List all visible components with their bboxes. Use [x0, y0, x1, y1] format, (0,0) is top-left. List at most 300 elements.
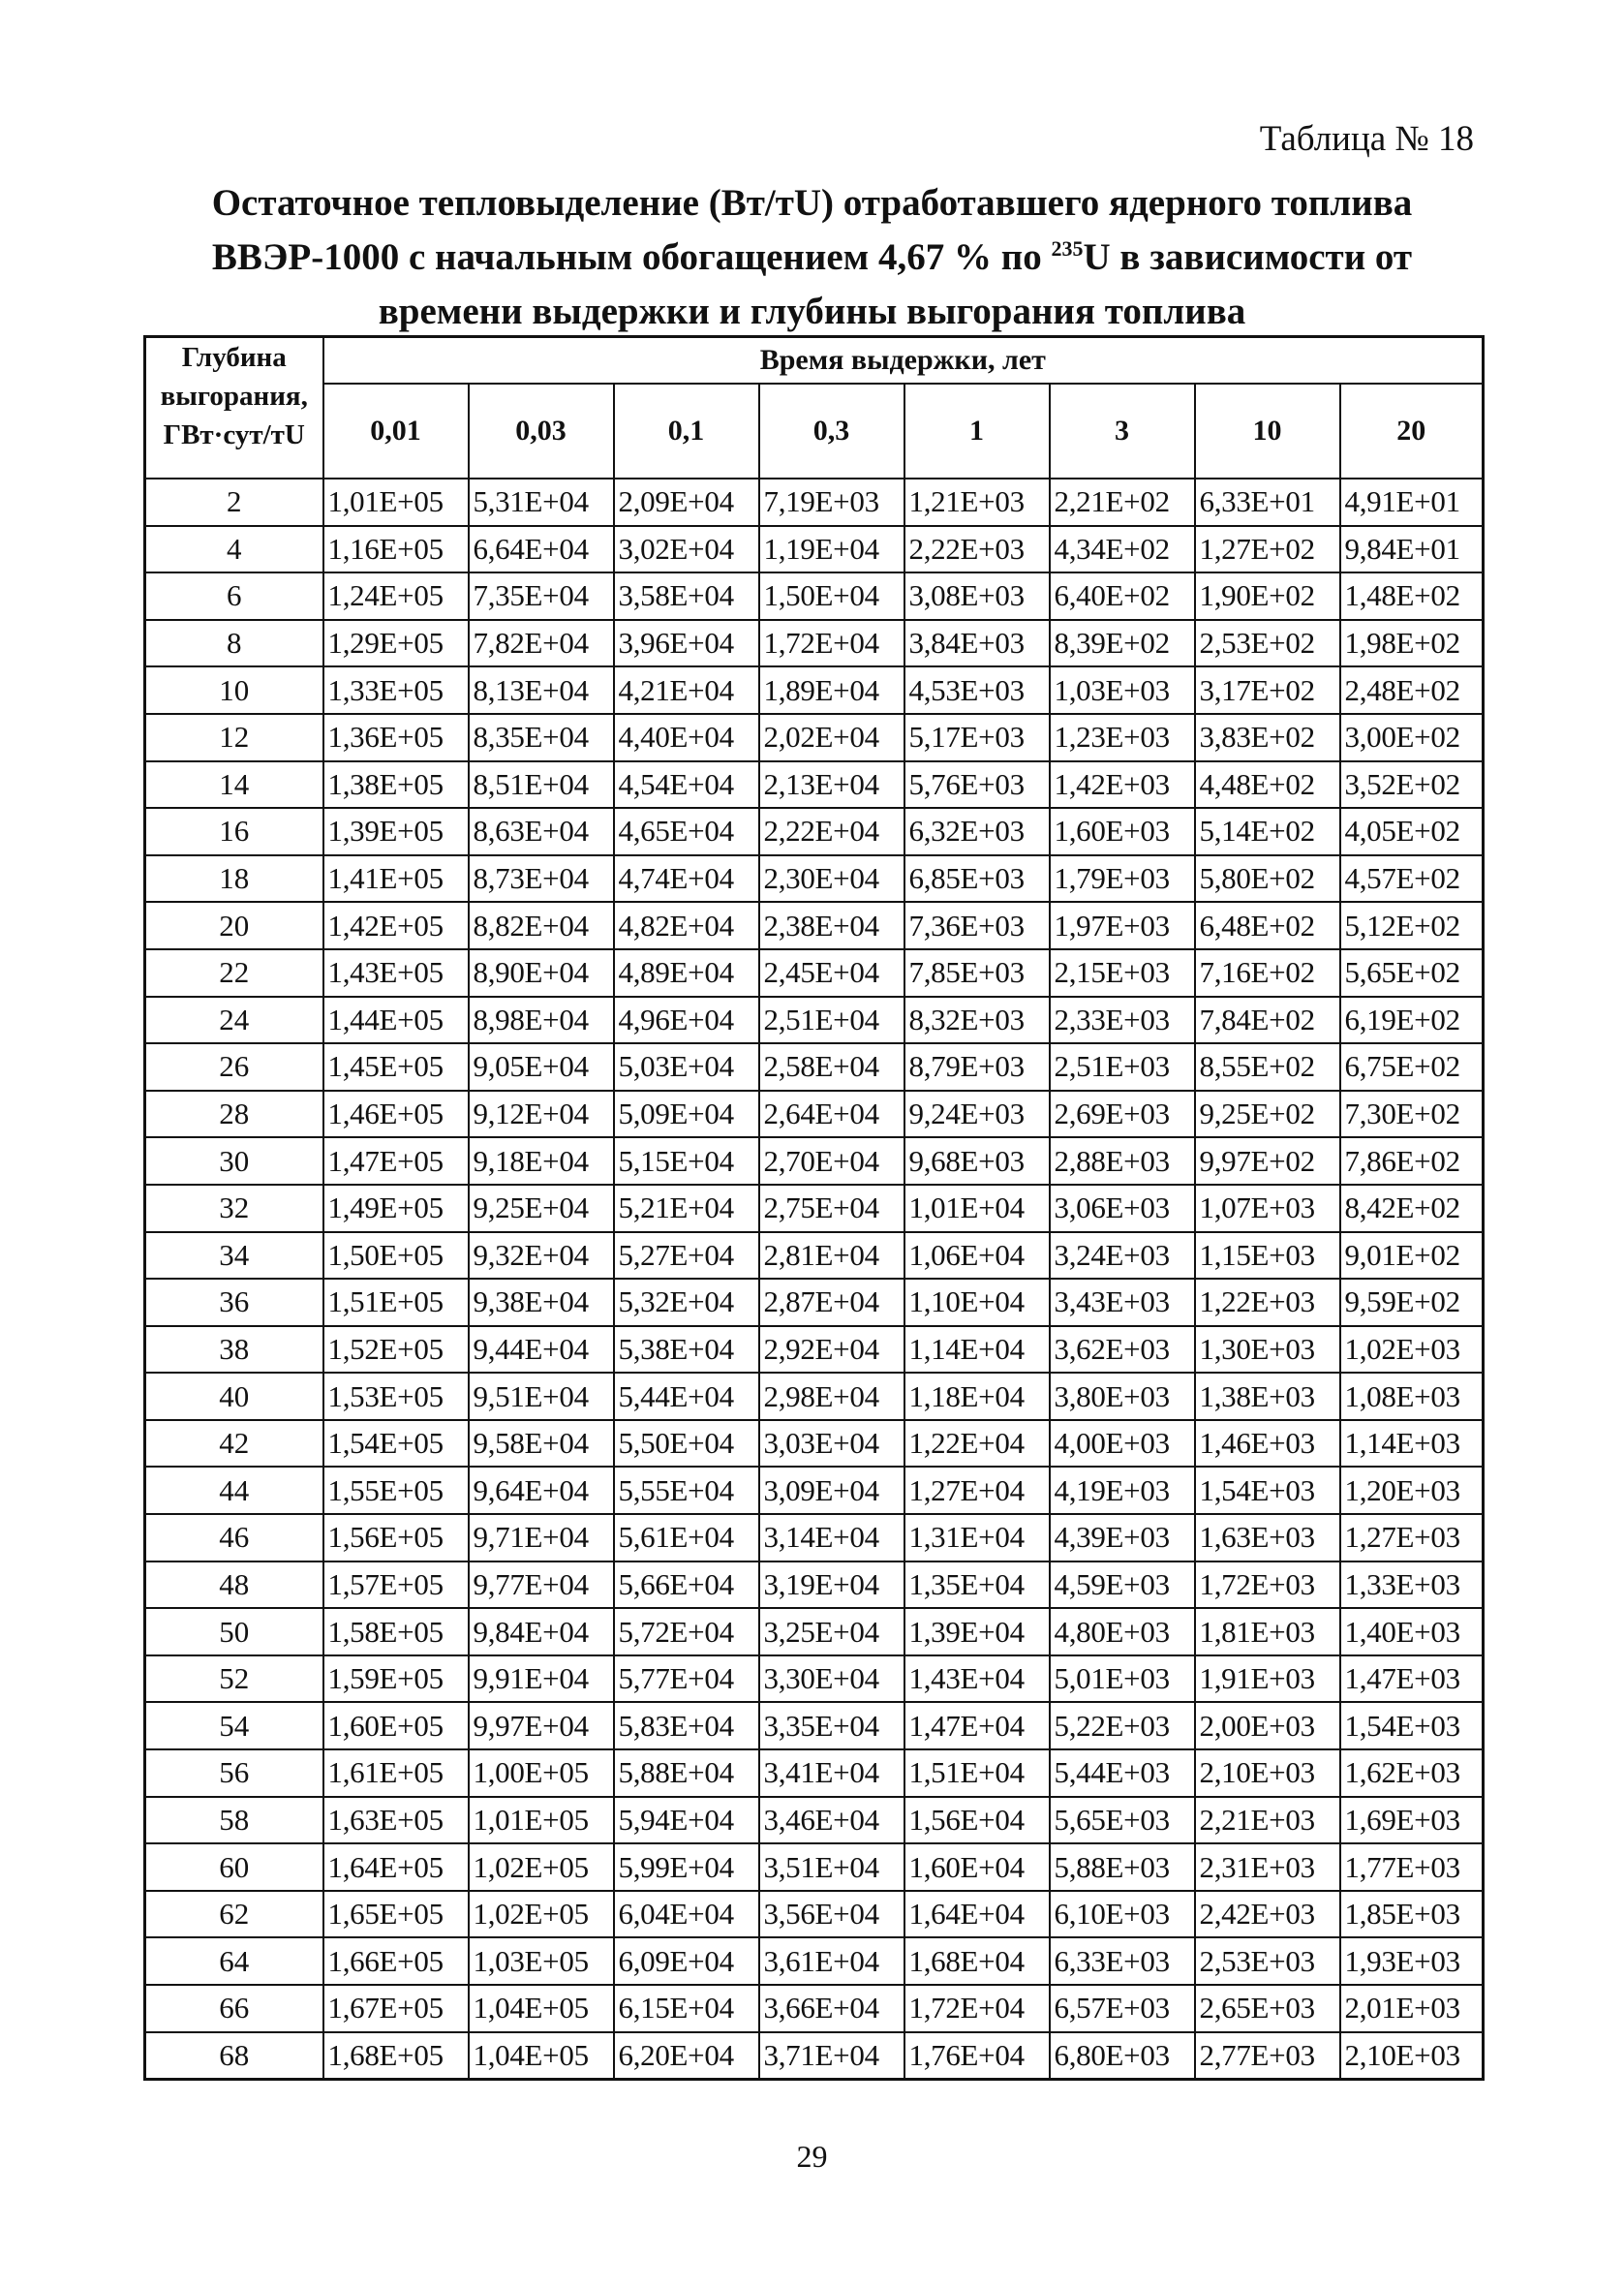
heat-value-cell: 3,17E+02	[1195, 666, 1340, 714]
heat-value-cell: 1,54E+03	[1340, 1702, 1484, 1749]
heat-value-cell: 1,50E+04	[759, 572, 904, 620]
heat-value-cell: 9,05E+04	[469, 1043, 614, 1091]
heat-value-cell: 2,09E+04	[614, 479, 759, 526]
heat-value-cell: 1,47E+04	[904, 1702, 1050, 1749]
burnup-cell: 66	[145, 1985, 323, 2032]
heat-value-cell: 2,64E+04	[759, 1091, 904, 1138]
heat-value-cell: 1,63E+03	[1195, 1514, 1340, 1561]
table-body	[145, 479, 1484, 2080]
heat-value-cell: 9,18E+04	[469, 1137, 614, 1185]
heat-value-cell: 5,44E+03	[1050, 1749, 1195, 1797]
heat-value-cell: 1,04E+05	[469, 2032, 614, 2080]
heat-value-cell: 7,35E+04	[469, 572, 614, 620]
heat-value-cell: 5,38E+04	[614, 1326, 759, 1374]
heat-value-cell: 1,18E+04	[904, 1373, 1050, 1420]
heat-value-cell: 1,51E+04	[904, 1749, 1050, 1797]
heat-value-cell: 7,16E+02	[1195, 949, 1340, 997]
table-row	[145, 1514, 1484, 1561]
heat-value-cell: 1,50E+05	[323, 1232, 469, 1280]
heat-value-cell: 1,10E+04	[904, 1279, 1050, 1326]
heat-value-cell: 1,60E+05	[323, 1702, 469, 1749]
table-row	[145, 714, 1484, 761]
heat-value-cell: 2,58E+04	[759, 1043, 904, 1091]
table-row	[145, 1655, 1484, 1703]
burnup-cell: 48	[145, 1561, 323, 1609]
heat-value-cell: 9,68E+03	[904, 1137, 1050, 1185]
heat-value-cell: 1,07E+03	[1195, 1185, 1340, 1232]
heat-value-cell: 6,32E+03	[904, 808, 1050, 855]
heat-value-cell: 1,24E+05	[323, 572, 469, 620]
heat-value-cell: 4,48E+02	[1195, 761, 1340, 809]
burnup-cell: 6	[145, 572, 323, 620]
burnup-cell: 62	[145, 1891, 323, 1938]
heat-value-cell: 1,44E+05	[323, 997, 469, 1044]
header-row-group	[145, 337, 1484, 385]
burnup-cell: 54	[145, 1702, 323, 1749]
heat-value-cell: 3,66E+04	[759, 1985, 904, 2032]
heat-value-cell: 2,81E+04	[759, 1232, 904, 1280]
column-header-cooling-time: 0,3	[759, 384, 904, 479]
heat-value-cell: 1,16E+05	[323, 526, 469, 573]
heat-value-cell: 9,38E+04	[469, 1279, 614, 1326]
heat-value-cell: 3,35E+04	[759, 1702, 904, 1749]
table-row	[145, 1891, 1484, 1938]
heat-value-cell: 2,88E+03	[1050, 1137, 1195, 1185]
table-row	[145, 1326, 1484, 1374]
heat-value-cell: 9,91E+04	[469, 1655, 614, 1703]
heat-value-cell: 4,34E+02	[1050, 526, 1195, 573]
heat-value-cell: 6,19E+02	[1340, 997, 1484, 1044]
heat-value-cell: 1,43E+05	[323, 949, 469, 997]
heat-value-cell: 5,50E+04	[614, 1420, 759, 1468]
burnup-cell: 30	[145, 1137, 323, 1185]
heat-value-cell: 2,02E+04	[759, 714, 904, 761]
table-row	[145, 479, 1484, 526]
heat-value-cell: 2,38E+04	[759, 902, 904, 949]
heat-value-cell: 1,77E+03	[1340, 1843, 1484, 1891]
heat-value-cell: 1,14E+04	[904, 1326, 1050, 1374]
heat-value-cell: 1,68E+04	[904, 1937, 1050, 1985]
table-row	[145, 902, 1484, 949]
heat-value-cell: 6,40E+02	[1050, 572, 1195, 620]
heat-value-cell: 2,13E+04	[759, 761, 904, 809]
burnup-cell: 46	[145, 1514, 323, 1561]
table-row	[145, 1232, 1484, 1280]
heat-value-cell: 3,61E+04	[759, 1937, 904, 1985]
heat-value-cell: 9,97E+04	[469, 1702, 614, 1749]
heat-value-cell: 1,38E+05	[323, 761, 469, 809]
heat-value-cell: 4,59E+03	[1050, 1561, 1195, 1609]
column-header-cooling-time: 0,03	[469, 384, 614, 479]
heat-value-cell: 1,35E+04	[904, 1561, 1050, 1609]
heat-value-cell: 2,00E+03	[1195, 1702, 1340, 1749]
heat-value-cell: 5,88E+04	[614, 1749, 759, 1797]
heat-value-cell: 3,14E+04	[759, 1514, 904, 1561]
heat-value-cell: 1,03E+03	[1050, 666, 1195, 714]
heat-value-cell: 1,01E+05	[469, 1797, 614, 1844]
heat-value-cell: 8,73E+04	[469, 855, 614, 903]
burnup-cell: 22	[145, 949, 323, 997]
column-header-cooling-time: 1	[904, 384, 1050, 479]
heat-value-cell: 1,72E+03	[1195, 1561, 1340, 1609]
heat-value-cell: 1,61E+05	[323, 1749, 469, 1797]
table-row	[145, 1561, 1484, 1609]
heat-value-cell: 5,76E+03	[904, 761, 1050, 809]
heat-value-cell: 1,20E+03	[1340, 1467, 1484, 1514]
heat-value-cell: 5,83E+04	[614, 1702, 759, 1749]
table-row	[145, 666, 1484, 714]
heat-value-cell: 1,27E+04	[904, 1467, 1050, 1514]
heat-value-cell: 6,75E+02	[1340, 1043, 1484, 1091]
heat-value-cell: 3,58E+04	[614, 572, 759, 620]
heat-value-cell: 2,33E+03	[1050, 997, 1195, 1044]
heat-value-cell: 5,99E+04	[614, 1843, 759, 1891]
heat-value-cell: 1,72E+04	[759, 620, 904, 667]
heat-value-cell: 6,33E+01	[1195, 479, 1340, 526]
heat-value-cell: 4,91E+01	[1340, 479, 1484, 526]
burnup-cell: 44	[145, 1467, 323, 1514]
heat-value-cell: 3,30E+04	[759, 1655, 904, 1703]
heat-value-cell: 1,79E+03	[1050, 855, 1195, 903]
heat-value-cell: 1,21E+03	[904, 479, 1050, 526]
burnup-cell: 16	[145, 808, 323, 855]
table-row	[145, 1702, 1484, 1749]
heat-value-cell: 1,14E+03	[1340, 1420, 1484, 1468]
heat-value-cell: 8,42E+02	[1340, 1185, 1484, 1232]
heat-value-cell: 3,52E+02	[1340, 761, 1484, 809]
heat-value-cell: 5,15E+04	[614, 1137, 759, 1185]
heat-value-cell: 9,01E+02	[1340, 1232, 1484, 1280]
burnup-header-line3: ГВт·сут/тU	[163, 419, 305, 450]
heat-value-cell: 1,54E+03	[1195, 1467, 1340, 1514]
heat-value-cell: 6,80E+03	[1050, 2032, 1195, 2080]
heat-value-cell: 7,30E+02	[1340, 1091, 1484, 1138]
table-number-label: Таблица № 18	[1259, 119, 1474, 159]
heat-value-cell: 2,10E+03	[1340, 2032, 1484, 2080]
heat-value-cell: 1,62E+03	[1340, 1749, 1484, 1797]
heat-value-cell: 9,97E+02	[1195, 1137, 1340, 1185]
burnup-cell: 10	[145, 666, 323, 714]
burnup-cell: 2	[145, 479, 323, 526]
heat-value-cell: 1,90E+02	[1195, 572, 1340, 620]
heat-value-cell: 6,09E+04	[614, 1937, 759, 1985]
burnup-cell: 38	[145, 1326, 323, 1374]
heat-value-cell: 8,32E+03	[904, 997, 1050, 1044]
heat-value-cell: 3,00E+02	[1340, 714, 1484, 761]
heat-value-cell: 2,22E+03	[904, 526, 1050, 573]
heat-value-cell: 3,24E+03	[1050, 1232, 1195, 1280]
heat-value-cell: 5,94E+04	[614, 1797, 759, 1844]
heat-value-cell: 8,35E+04	[469, 714, 614, 761]
burnup-cell: 28	[145, 1091, 323, 1138]
heat-value-cell: 5,77E+04	[614, 1655, 759, 1703]
page-number: 29	[796, 2139, 828, 2174]
heat-value-cell: 1,58E+05	[323, 1608, 469, 1655]
heat-value-cell: 6,10E+03	[1050, 1891, 1195, 1938]
heat-value-cell: 5,65E+03	[1050, 1797, 1195, 1844]
heat-value-cell: 1,98E+02	[1340, 620, 1484, 667]
table-row	[145, 1797, 1484, 1844]
burnup-cell: 50	[145, 1608, 323, 1655]
heat-value-cell: 2,75E+04	[759, 1185, 904, 1232]
heat-value-cell: 2,53E+03	[1195, 1937, 1340, 1985]
heat-value-cell: 1,66E+05	[323, 1937, 469, 1985]
heat-value-cell: 2,01E+03	[1340, 1985, 1484, 2032]
heat-value-cell: 1,33E+03	[1340, 1561, 1484, 1609]
heat-value-cell: 7,86E+02	[1340, 1137, 1484, 1185]
heat-value-cell: 3,43E+03	[1050, 1279, 1195, 1326]
heat-value-cell: 1,59E+05	[323, 1655, 469, 1703]
header-row-columns	[145, 384, 1484, 479]
heat-value-cell: 3,71E+04	[759, 2032, 904, 2080]
heat-value-cell: 3,25E+04	[759, 1608, 904, 1655]
heat-value-cell: 1,40E+03	[1340, 1608, 1484, 1655]
heat-value-cell: 1,53E+05	[323, 1373, 469, 1420]
burnup-cell: 58	[145, 1797, 323, 1844]
heat-value-cell: 8,51E+04	[469, 761, 614, 809]
heat-value-cell: 9,25E+02	[1195, 1091, 1340, 1138]
heat-value-cell: 1,27E+02	[1195, 526, 1340, 573]
table-row	[145, 1185, 1484, 1232]
heat-value-cell: 1,60E+03	[1050, 808, 1195, 855]
heat-value-cell: 3,80E+03	[1050, 1373, 1195, 1420]
heat-value-cell: 1,41E+05	[323, 855, 469, 903]
heat-value-cell: 1,27E+03	[1340, 1514, 1484, 1561]
heat-value-cell: 1,31E+04	[904, 1514, 1050, 1561]
heat-value-cell: 9,51E+04	[469, 1373, 614, 1420]
burnup-cell: 8	[145, 620, 323, 667]
heat-value-cell: 1,76E+04	[904, 2032, 1050, 2080]
heat-value-cell: 2,15E+03	[1050, 949, 1195, 997]
heat-value-cell: 1,56E+04	[904, 1797, 1050, 1844]
heat-value-cell: 3,09E+04	[759, 1467, 904, 1514]
heat-value-cell: 5,65E+02	[1340, 949, 1484, 997]
heat-value-cell: 5,27E+04	[614, 1232, 759, 1280]
heat-value-cell: 2,51E+03	[1050, 1043, 1195, 1091]
heat-value-cell: 7,85E+03	[904, 949, 1050, 997]
table-row	[145, 1467, 1484, 1514]
heat-value-cell: 8,98E+04	[469, 997, 614, 1044]
heat-value-cell: 1,00E+05	[469, 1749, 614, 1797]
heat-value-cell: 1,33E+05	[323, 666, 469, 714]
heat-value-cell: 3,19E+04	[759, 1561, 904, 1609]
column-header-cooling-time: 0,1	[614, 384, 759, 479]
heat-value-cell: 6,57E+03	[1050, 1985, 1195, 2032]
heat-value-cell: 5,17E+03	[904, 714, 1050, 761]
burnup-cell: 36	[145, 1279, 323, 1326]
heat-value-cell: 6,15E+04	[614, 1985, 759, 2032]
heat-value-cell: 1,89E+04	[759, 666, 904, 714]
heat-value-cell: 2,65E+03	[1195, 1985, 1340, 2032]
decay-heat-table	[143, 335, 1485, 2081]
heat-value-cell: 1,22E+04	[904, 1420, 1050, 1468]
heat-value-cell: 6,04E+04	[614, 1891, 759, 1938]
heat-value-cell: 8,90E+04	[469, 949, 614, 997]
heat-value-cell: 8,39E+02	[1050, 620, 1195, 667]
table-row	[145, 761, 1484, 809]
burnup-cell: 32	[145, 1185, 323, 1232]
burnup-cell: 4	[145, 526, 323, 573]
table-row	[145, 997, 1484, 1044]
heat-value-cell: 9,25E+04	[469, 1185, 614, 1232]
burnup-cell: 24	[145, 997, 323, 1044]
column-header-cooling-time: 10	[1195, 384, 1340, 479]
heat-value-cell: 6,64E+04	[469, 526, 614, 573]
title-text-part1: Остаточное тепловыделение (Вт/тU) отработавшего ядерного топлива ВВЭР-1000 с начальным обогащением 4,67 % по	[211, 182, 1413, 278]
heat-value-cell: 5,55E+04	[614, 1467, 759, 1514]
heat-value-cell: 1,57E+05	[323, 1561, 469, 1609]
heat-value-cell: 4,57E+02	[1340, 855, 1484, 903]
heat-value-cell: 1,60E+04	[904, 1843, 1050, 1891]
heat-value-cell: 1,65E+05	[323, 1891, 469, 1938]
heat-value-cell: 1,46E+05	[323, 1091, 469, 1138]
heat-value-cell: 1,15E+03	[1195, 1232, 1340, 1280]
heat-value-cell: 5,14E+02	[1195, 808, 1340, 855]
heat-value-cell: 1,30E+03	[1195, 1326, 1340, 1374]
heat-value-cell: 4,80E+03	[1050, 1608, 1195, 1655]
heat-value-cell: 5,21E+04	[614, 1185, 759, 1232]
heat-value-cell: 6,85E+03	[904, 855, 1050, 903]
heat-value-cell: 7,84E+02	[1195, 997, 1340, 1044]
heat-value-cell: 1,36E+05	[323, 714, 469, 761]
table-row	[145, 1608, 1484, 1655]
heat-value-cell: 1,29E+05	[323, 620, 469, 667]
table-row	[145, 620, 1484, 667]
heat-value-cell: 2,98E+04	[759, 1373, 904, 1420]
heat-value-cell: 1,01E+05	[323, 479, 469, 526]
heat-value-cell: 2,22E+04	[759, 808, 904, 855]
heat-value-cell: 4,05E+02	[1340, 808, 1484, 855]
table-row	[145, 1373, 1484, 1420]
table-row	[145, 1843, 1484, 1891]
heat-value-cell: 1,49E+05	[323, 1185, 469, 1232]
heat-value-cell: 4,74E+04	[614, 855, 759, 903]
heat-value-cell: 1,03E+05	[469, 1937, 614, 1985]
heat-value-cell: 2,92E+04	[759, 1326, 904, 1374]
heat-value-cell: 1,23E+03	[1050, 714, 1195, 761]
heat-value-cell: 2,30E+04	[759, 855, 904, 903]
heat-value-cell: 2,51E+04	[759, 997, 904, 1044]
burnup-cell: 40	[145, 1373, 323, 1420]
heat-value-cell: 4,39E+03	[1050, 1514, 1195, 1561]
heat-value-cell: 8,13E+04	[469, 666, 614, 714]
heat-value-cell: 5,31E+04	[469, 479, 614, 526]
title-isotope-superscript: 235	[1051, 236, 1084, 261]
table-row	[145, 1043, 1484, 1091]
column-header-cooling-time: 3	[1050, 384, 1195, 479]
heat-value-cell: 4,65E+04	[614, 808, 759, 855]
table-row	[145, 1091, 1484, 1138]
heat-value-cell: 1,56E+05	[323, 1514, 469, 1561]
burnup-cell: 56	[145, 1749, 323, 1797]
heat-value-cell: 9,71E+04	[469, 1514, 614, 1561]
heat-value-cell: 2,42E+03	[1195, 1891, 1340, 1938]
table-row	[145, 2032, 1484, 2080]
heat-value-cell: 1,64E+05	[323, 1843, 469, 1891]
table-row	[145, 949, 1484, 997]
table-row	[145, 572, 1484, 620]
heat-value-cell: 5,72E+04	[614, 1608, 759, 1655]
table-row	[145, 1985, 1484, 2032]
heat-value-cell: 1,19E+04	[759, 526, 904, 573]
burnup-cell: 60	[145, 1843, 323, 1891]
heat-value-cell: 1,08E+03	[1340, 1373, 1484, 1420]
heat-value-cell: 1,02E+05	[469, 1891, 614, 1938]
heat-value-cell: 2,21E+02	[1050, 479, 1195, 526]
heat-value-cell: 3,56E+04	[759, 1891, 904, 1938]
table-row	[145, 855, 1484, 903]
burnup-cell: 20	[145, 902, 323, 949]
heat-value-cell: 3,84E+03	[904, 620, 1050, 667]
heat-value-cell: 1,69E+03	[1340, 1797, 1484, 1844]
heat-value-cell: 3,41E+04	[759, 1749, 904, 1797]
burnup-header-cell	[145, 337, 323, 479]
heat-value-cell: 8,82E+04	[469, 902, 614, 949]
table-row	[145, 808, 1484, 855]
heat-value-cell: 1,51E+05	[323, 1279, 469, 1326]
heat-value-cell: 5,80E+02	[1195, 855, 1340, 903]
heat-value-cell: 3,83E+02	[1195, 714, 1340, 761]
burnup-cell: 12	[145, 714, 323, 761]
heat-value-cell: 3,46E+04	[759, 1797, 904, 1844]
heat-value-cell: 6,48E+02	[1195, 902, 1340, 949]
title-text-part2: U в зависимости от времени выдержки и глубины выгорания топлива	[378, 236, 1413, 332]
heat-value-cell: 3,06E+03	[1050, 1185, 1195, 1232]
heat-value-cell: 9,58E+04	[469, 1420, 614, 1468]
heat-value-cell: 1,06E+04	[904, 1232, 1050, 1280]
table-row	[145, 1937, 1484, 1985]
heat-value-cell: 5,12E+02	[1340, 902, 1484, 949]
table-header	[145, 337, 1484, 479]
table-title	[145, 176, 1479, 339]
burnup-cell: 34	[145, 1232, 323, 1280]
heat-value-cell: 1,91E+03	[1195, 1655, 1340, 1703]
heat-value-cell: 1,46E+03	[1195, 1420, 1340, 1468]
heat-value-cell: 5,01E+03	[1050, 1655, 1195, 1703]
heat-value-cell: 2,31E+03	[1195, 1843, 1340, 1891]
heat-value-cell: 3,51E+04	[759, 1843, 904, 1891]
heat-value-cell: 9,77E+04	[469, 1561, 614, 1609]
heat-value-cell: 1,47E+05	[323, 1137, 469, 1185]
heat-value-cell: 3,62E+03	[1050, 1326, 1195, 1374]
heat-value-cell: 2,21E+03	[1195, 1797, 1340, 1844]
burnup-header-line1: Глубина	[181, 342, 287, 373]
heat-value-cell: 4,82E+04	[614, 902, 759, 949]
heat-value-cell: 8,63E+04	[469, 808, 614, 855]
heat-value-cell: 1,42E+03	[1050, 761, 1195, 809]
heat-value-cell: 1,64E+04	[904, 1891, 1050, 1938]
heat-value-cell: 1,38E+03	[1195, 1373, 1340, 1420]
heat-value-cell: 9,59E+02	[1340, 1279, 1484, 1326]
heat-value-cell: 4,40E+04	[614, 714, 759, 761]
heat-value-cell: 5,44E+04	[614, 1373, 759, 1420]
heat-value-cell: 1,02E+03	[1340, 1326, 1484, 1374]
heat-value-cell: 6,20E+04	[614, 2032, 759, 2080]
heat-value-cell: 2,70E+04	[759, 1137, 904, 1185]
heat-value-cell: 5,09E+04	[614, 1091, 759, 1138]
column-header-cooling-time: 20	[1340, 384, 1484, 479]
burnup-cell: 68	[145, 2032, 323, 2080]
heat-value-cell: 7,36E+03	[904, 902, 1050, 949]
heat-value-cell: 4,19E+03	[1050, 1467, 1195, 1514]
heat-value-cell: 1,42E+05	[323, 902, 469, 949]
heat-value-cell: 1,43E+04	[904, 1655, 1050, 1703]
heat-value-cell: 5,22E+03	[1050, 1702, 1195, 1749]
burnup-cell: 42	[145, 1420, 323, 1468]
heat-value-cell: 6,33E+03	[1050, 1937, 1195, 1985]
table-row	[145, 1279, 1484, 1326]
heat-value-cell: 3,03E+04	[759, 1420, 904, 1468]
